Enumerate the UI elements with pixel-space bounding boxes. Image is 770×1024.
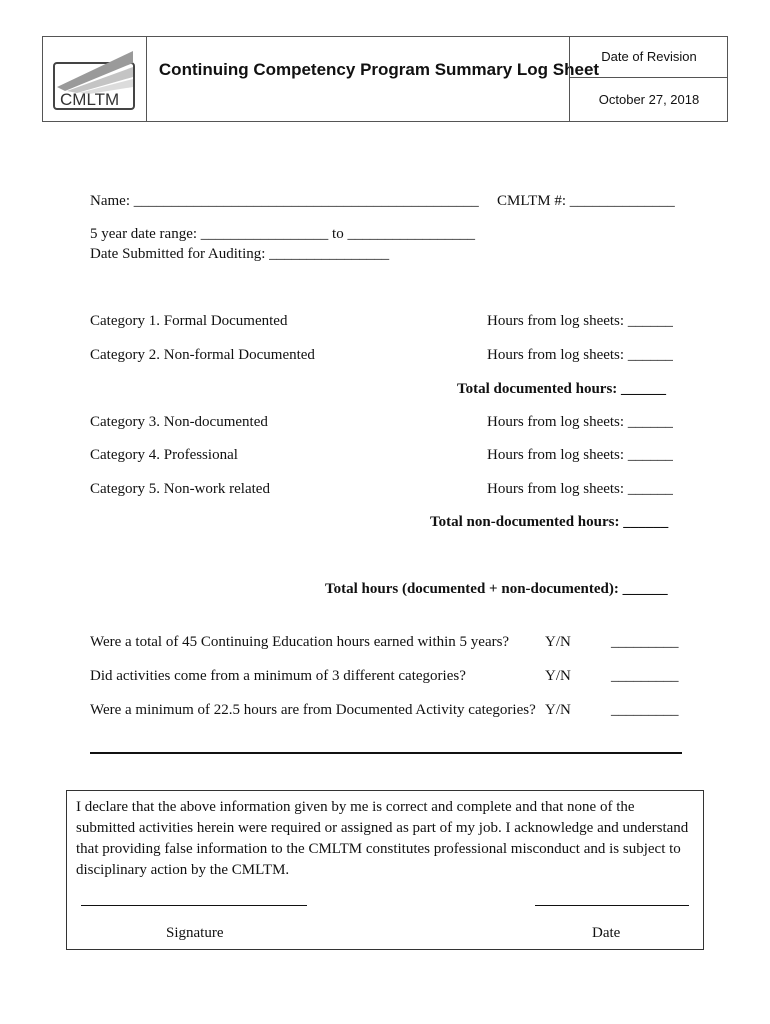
category-3-hours[interactable]: Hours from log sheets: ______ <box>487 414 673 430</box>
revision-label: Date of Revision <box>570 37 728 78</box>
category-1-label: Category 1. Formal Documented <box>90 313 288 329</box>
logo-text: CMLTM <box>60 90 120 109</box>
date-range-field[interactable]: 5 year date range: _________________ to _________________ <box>90 226 475 242</box>
section-divider <box>90 752 682 754</box>
category-4-label: Category 4. Professional <box>90 447 238 463</box>
question-2-text: Did activities come from a minimum of 3 different categories? <box>90 668 466 684</box>
category-4-hours[interactable]: Hours from log sheets: ______ <box>487 447 673 463</box>
document-title: Continuing Competency Program Summary Log Sheet <box>158 60 600 79</box>
total-documented-hours[interactable]: Total documented hours: ______ <box>457 381 667 397</box>
total-hours-overall[interactable]: Total hours (documented + non-documented): ______ <box>325 581 668 597</box>
signature-label: Signature <box>166 925 224 941</box>
category-1-hours[interactable]: Hours from log sheets: ______ <box>487 313 673 329</box>
question-2-blank[interactable]: _________ <box>611 668 679 684</box>
declaration-text: I declare that the above information given by me is correct and complete and that none of the submitted activities herein were required or assigned as part of my job. I acknowledge and understand that providing false information to the CMLTM constitutes professional misconduct and is subject to disciplinary action by the CMLTM. <box>76 799 689 878</box>
signature-line[interactable] <box>81 905 307 906</box>
cmltm-logo <box>53 47 137 111</box>
category-5-hours[interactable]: Hours from log sheets: ______ <box>487 481 673 497</box>
category-2-hours[interactable]: Hours from log sheets: ______ <box>487 347 673 363</box>
name-field[interactable]: Name: ______________________________________________ <box>90 193 479 209</box>
question-3-yn[interactable]: Y/N <box>545 702 571 718</box>
date-label: Date <box>592 925 621 941</box>
question-1-text: Were a total of 45 Continuing Education hours earned within 5 years? <box>90 634 510 650</box>
title-cell <box>147 37 611 121</box>
logo-cell <box>43 37 147 121</box>
cmltm-number-field[interactable]: CMLTM #: ______________ <box>497 193 675 209</box>
question-1-yn[interactable]: Y/N <box>545 634 571 650</box>
category-5-label: Category 5. Non-work related <box>90 481 270 497</box>
revision-date: October 27, 2018 <box>598 92 700 107</box>
revision-cell <box>569 37 728 121</box>
date-line[interactable] <box>535 905 689 906</box>
declaration-box <box>66 790 704 950</box>
category-2-label: Category 2. Non-formal Documented <box>90 347 315 363</box>
date-submitted-field[interactable]: Date Submitted for Auditing: ________________ <box>90 246 390 262</box>
question-3-blank[interactable]: _________ <box>611 702 679 718</box>
question-3-text: Were a minimum of 22.5 hours are from Documented Activity categories? <box>90 702 536 718</box>
question-2-yn[interactable]: Y/N <box>545 668 571 684</box>
document-header <box>42 36 728 122</box>
question-1-blank[interactable]: _________ <box>611 634 679 650</box>
total-non-documented-hours[interactable]: Total non-documented hours: ______ <box>430 514 669 530</box>
category-3-label: Category 3. Non-documented <box>90 414 268 430</box>
